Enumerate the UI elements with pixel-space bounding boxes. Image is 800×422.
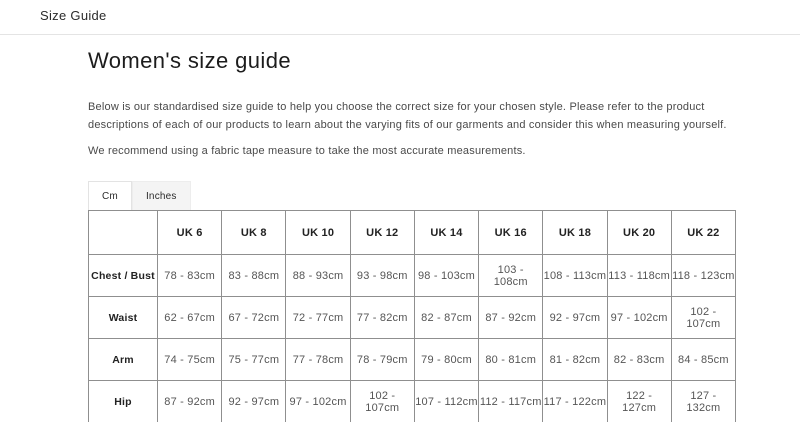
measurement-cell: 83 - 88cm: [222, 255, 286, 297]
row-label: Chest / Bust: [89, 255, 158, 297]
measurement-cell: 113 - 118cm: [607, 255, 671, 297]
measurement-cell: 93 - 98cm: [350, 255, 414, 297]
breadcrumb: Size Guide: [40, 8, 107, 23]
measurement-cell: 62 - 67cm: [158, 297, 222, 339]
measurement-cell: 108 - 113cm: [543, 255, 607, 297]
table-header-row: [89, 211, 736, 255]
measurement-cell: 80 - 81cm: [479, 339, 543, 381]
intro-paragraph-2: We recommend using a fabric tape measure to take the most accurate measurements.: [88, 145, 526, 157]
table-row: [89, 339, 736, 381]
measurement-cell: 77 - 82cm: [350, 297, 414, 339]
measurement-cell: 78 - 83cm: [158, 255, 222, 297]
measurement-cell: 72 - 77cm: [286, 297, 350, 339]
measurement-cell: 97 - 102cm: [286, 381, 350, 422]
measurement-cell: 102 - 107cm: [350, 381, 414, 422]
measurement-cell: 103 - 108cm: [479, 255, 543, 297]
measurement-cell: 102 - 107cm: [671, 297, 735, 339]
measurement-cell: 82 - 87cm: [414, 297, 478, 339]
row-label: Waist: [89, 297, 158, 339]
measurement-cell: 77 - 78cm: [286, 339, 350, 381]
measurement-cell: 122 - 127cm: [607, 381, 671, 422]
column-header: UK 6: [158, 211, 222, 255]
measurement-cell: 98 - 103cm: [414, 255, 478, 297]
measurement-cell: 67 - 72cm: [222, 297, 286, 339]
intro-text: [88, 98, 736, 160]
tab-cm[interactable]: Cm: [88, 181, 132, 210]
top-bar: [0, 0, 800, 35]
corner-cell: [89, 211, 158, 255]
column-header: UK 20: [607, 211, 671, 255]
measurement-cell: 81 - 82cm: [543, 339, 607, 381]
measurement-cell: 107 - 112cm: [414, 381, 478, 422]
table-row: [89, 381, 736, 422]
column-header: UK 14: [414, 211, 478, 255]
row-label: Arm: [89, 339, 158, 381]
measurement-cell: 92 - 97cm: [543, 297, 607, 339]
column-header: UK 18: [543, 211, 607, 255]
row-label: Hip: [89, 381, 158, 422]
unit-tabs: [88, 181, 736, 210]
measurement-cell: 78 - 79cm: [350, 339, 414, 381]
tab-inches[interactable]: Inches: [132, 181, 191, 210]
table-row: [89, 255, 736, 297]
column-header: UK 8: [222, 211, 286, 255]
measurement-cell: 97 - 102cm: [607, 297, 671, 339]
measurement-cell: 88 - 93cm: [286, 255, 350, 297]
page-title: Women's size guide: [88, 48, 291, 73]
table-row: [89, 297, 736, 339]
column-header: UK 10: [286, 211, 350, 255]
measurement-cell: 117 - 122cm: [543, 381, 607, 422]
measurement-cell: 112 - 117cm: [479, 381, 543, 422]
measurement-cell: 79 - 80cm: [414, 339, 478, 381]
intro-paragraph-1: Below is our standardised size guide to help you choose the correct size for your chosen style. Please refer to the product descriptions of each of our products to learn about the varying fits of our garments and consider this when measuring yourself.: [88, 101, 727, 131]
measurement-cell: 84 - 85cm: [671, 339, 735, 381]
column-header: UK 22: [671, 211, 735, 255]
measurement-cell: 87 - 92cm: [479, 297, 543, 339]
column-header: UK 12: [350, 211, 414, 255]
measurement-cell: 74 - 75cm: [158, 339, 222, 381]
size-guide-table: [88, 210, 736, 422]
column-header: UK 16: [479, 211, 543, 255]
measurement-cell: 82 - 83cm: [607, 339, 671, 381]
main-content: [0, 35, 800, 422]
measurement-cell: 75 - 77cm: [222, 339, 286, 381]
measurement-cell: 87 - 92cm: [158, 381, 222, 422]
measurement-cell: 127 - 132cm: [671, 381, 735, 422]
measurement-cell: 118 - 123cm: [671, 255, 735, 297]
measurement-cell: 92 - 97cm: [222, 381, 286, 422]
